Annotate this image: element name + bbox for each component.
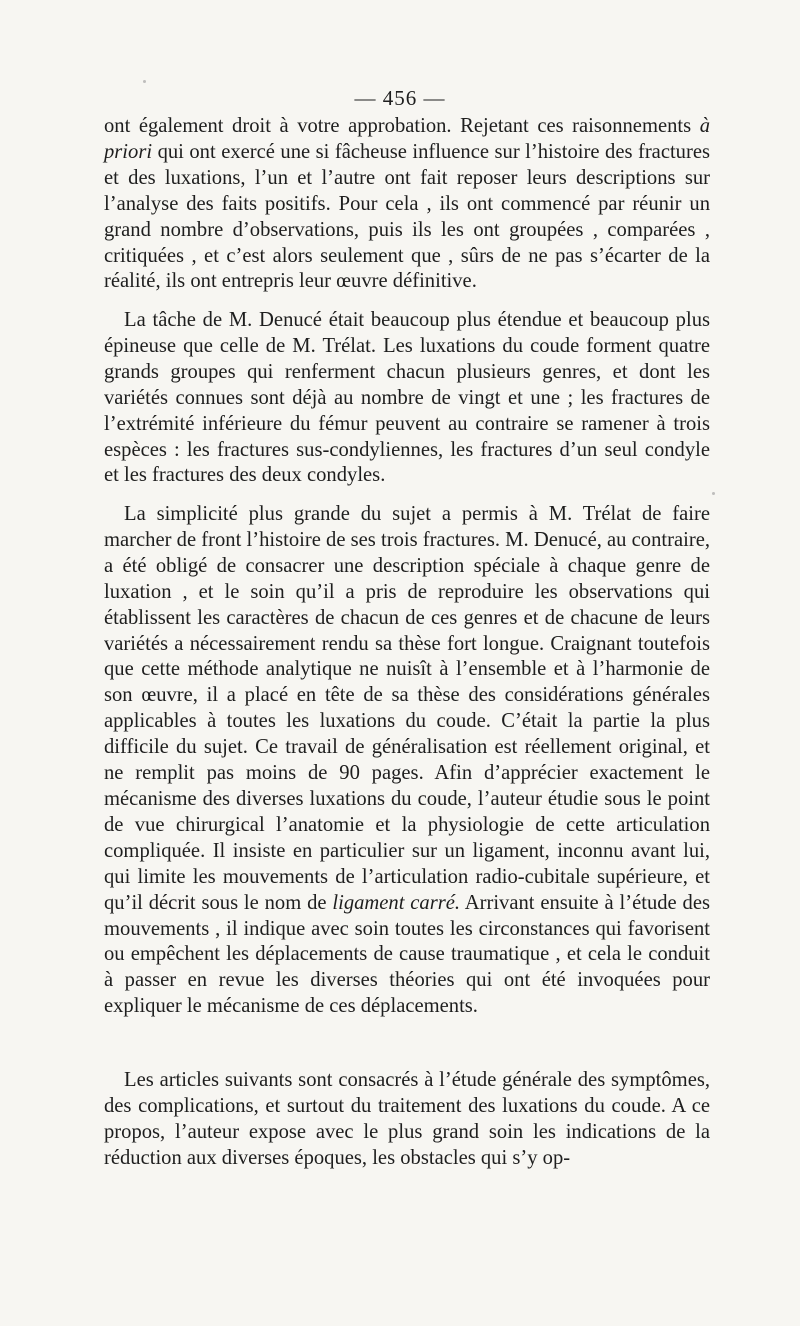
paragraph-2 [104, 308, 710, 489]
paper-speck [143, 80, 146, 83]
paragraph-4 [104, 1068, 710, 1172]
paper-speck [712, 492, 715, 495]
italic-phrase: ligament carré. [332, 891, 461, 914]
paragraph-3-segment: Arrivant ensuite à l’étude des mouvements , il indique avec soin toutes les circonstances qui favorisent ou empêchent les déplacements de cause traumatique , et cela le conduit à passer en revue les diverses théories qui ont été invoquées pour expliquer le mécanisme de ces déplacements. [104, 891, 710, 1018]
paragraph-1 [104, 114, 710, 295]
italic-phrase: à priori [104, 115, 710, 163]
page-number: — 456 — [354, 86, 446, 110]
paragraph-4-text: Les articles suivants sont consacrés à l’étude générale des symptômes, des complications, et surtout du traitement des luxations du coude. A ce propos, l’auteur expose avec le plus grand soin les indications de la réduction aux diverses époques, les obstacles qui s’y op- [104, 1069, 710, 1169]
paragraph-3 [104, 502, 710, 1020]
paragraph-1-text [104, 114, 710, 295]
paragraph-3-text [104, 502, 710, 1020]
paragraph-1-segment: qui ont exercé une si fâcheuse influence sur l’histoire des fractures et des luxations, l’un et l’autre ont fait reposer leurs descriptions sur l’analyse des faits positifs. Pour cela , ils ont commencé par réunir un grand nombre d’observations, puis ils les ont groupées , comparées , critiquées , et c’est alors seulement que , sûrs de ne pas s’écarter de la réalité, ils ont entrepris leur œuvre définitive. [104, 140, 710, 293]
paragraph-3-segment: La simplicité plus grande du sujet a permis à M. Trélat de faire marcher de front l’histoire de ses trois fractures. M. Denucé, au contraire, a été obligé de consacrer une description spéciale à chaque genre de luxation , et le soin qu’il a pris de reproduire les observations qui établissent les caractères de chacun de ces genres et de chacune de leurs variétés a nécessairement rendu sa thèse fort longue. Craignant toutefois que cette méthode analytique ne nuisît à l’ensemble et à l’harmonie de son œuvre, il a placé en tête de sa thèse des considérations générales applicables à toutes les luxations du coude. C’était la partie la plus difficile du sujet. Ce travail de généralisation est réellement original, et ne remplit pas moins de 90 pages. Afin d’apprécier exactement le mécanisme des diverses luxations du coude, l’auteur étudie sous le point de vue chirurgical l’anatomie et la physiologie de cette articulation compliquée. Il insiste en particulier sur un ligament, inconnu avant lui, qui limite les mouvements de l’articulation radio-cubitale supérieure, et qu’il décrit sous le nom de [104, 503, 710, 914]
paragraph-1-segment: ont également droit à votre approbation. Rejetant ces raisonnements [104, 115, 700, 137]
paragraph-2-text: La tâche de M. Denucé était beaucoup plus étendue et beaucoup plus épineuse que celle de M. Trélat. Les luxations du coude forment quatre grands groupes qui renferment chacun plusieurs genres, et dont les variétés connues sont déjà au nombre de vingt et une ; les fractures de l’extrémité inférieure du fémur peuvent au contraire se ramener à trois espèces : les fractures sus-condyliennes, les fractures d’un seul condyle et les fractures des deux condyles. [104, 309, 710, 487]
